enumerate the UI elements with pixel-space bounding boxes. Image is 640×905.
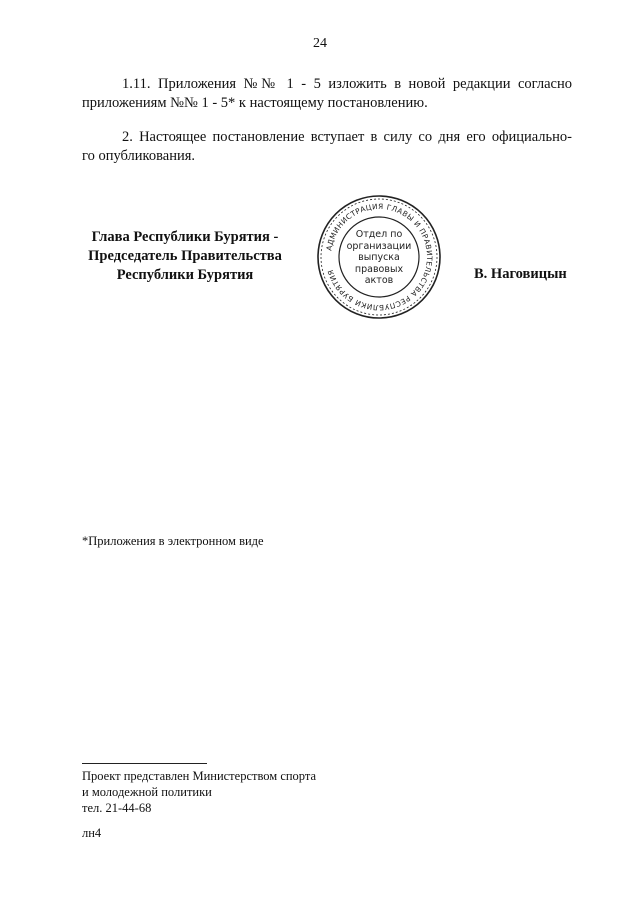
seal-text-line: правовых [354, 263, 404, 275]
signer-title-line: Председатель Правительства [88, 248, 282, 264]
signer-title-line: Глава Республики Бурятия - [91, 229, 279, 245]
footer-note [82, 768, 316, 816]
seal-text-line: Отдел по [355, 229, 403, 240]
paragraph-effective-date [82, 128, 572, 166]
signer-name: В. Наговицын [474, 266, 567, 282]
footer-line: тел. 21-44-68 [82, 801, 152, 815]
seal-ring-text: АДМИНИСТРАЦИЯ ГЛАВЫ И ПРАВИТЕЛЬСТВА РЕСПУБЛИКИ БУРЯТИЯ [324, 201, 435, 313]
document-code: лн4 [82, 826, 102, 840]
seal-text-line: выпуска [358, 252, 400, 263]
paragraph-line: го опубликования. [82, 148, 196, 164]
footer-line: Проект представлен Министерством спорта [82, 769, 317, 783]
paragraph-appendices [82, 75, 572, 113]
paragraph-line: приложениям №№ 1 - 5* к настоящему постановлению. [82, 95, 428, 111]
signer-title [70, 228, 300, 285]
seal-center-text [314, 229, 444, 287]
signer-title-line: Республики Бурятия [116, 267, 254, 283]
page-number: 24 [313, 36, 327, 51]
seal-text-line: актов [364, 275, 394, 286]
official-seal [314, 192, 444, 322]
footnote: *Приложения в электронном виде [82, 534, 264, 548]
footer-divider [82, 763, 207, 764]
seal-text-line: организации [346, 240, 412, 252]
paragraph-line: 2. Настоящее постановление вступает в силу со дня его официально- [122, 129, 572, 145]
footer-line: и молодежной политики [82, 785, 212, 799]
paragraph-line: 1.11. Приложения №№ 1 - 5 изложить в новой редакции согласно [122, 76, 572, 92]
